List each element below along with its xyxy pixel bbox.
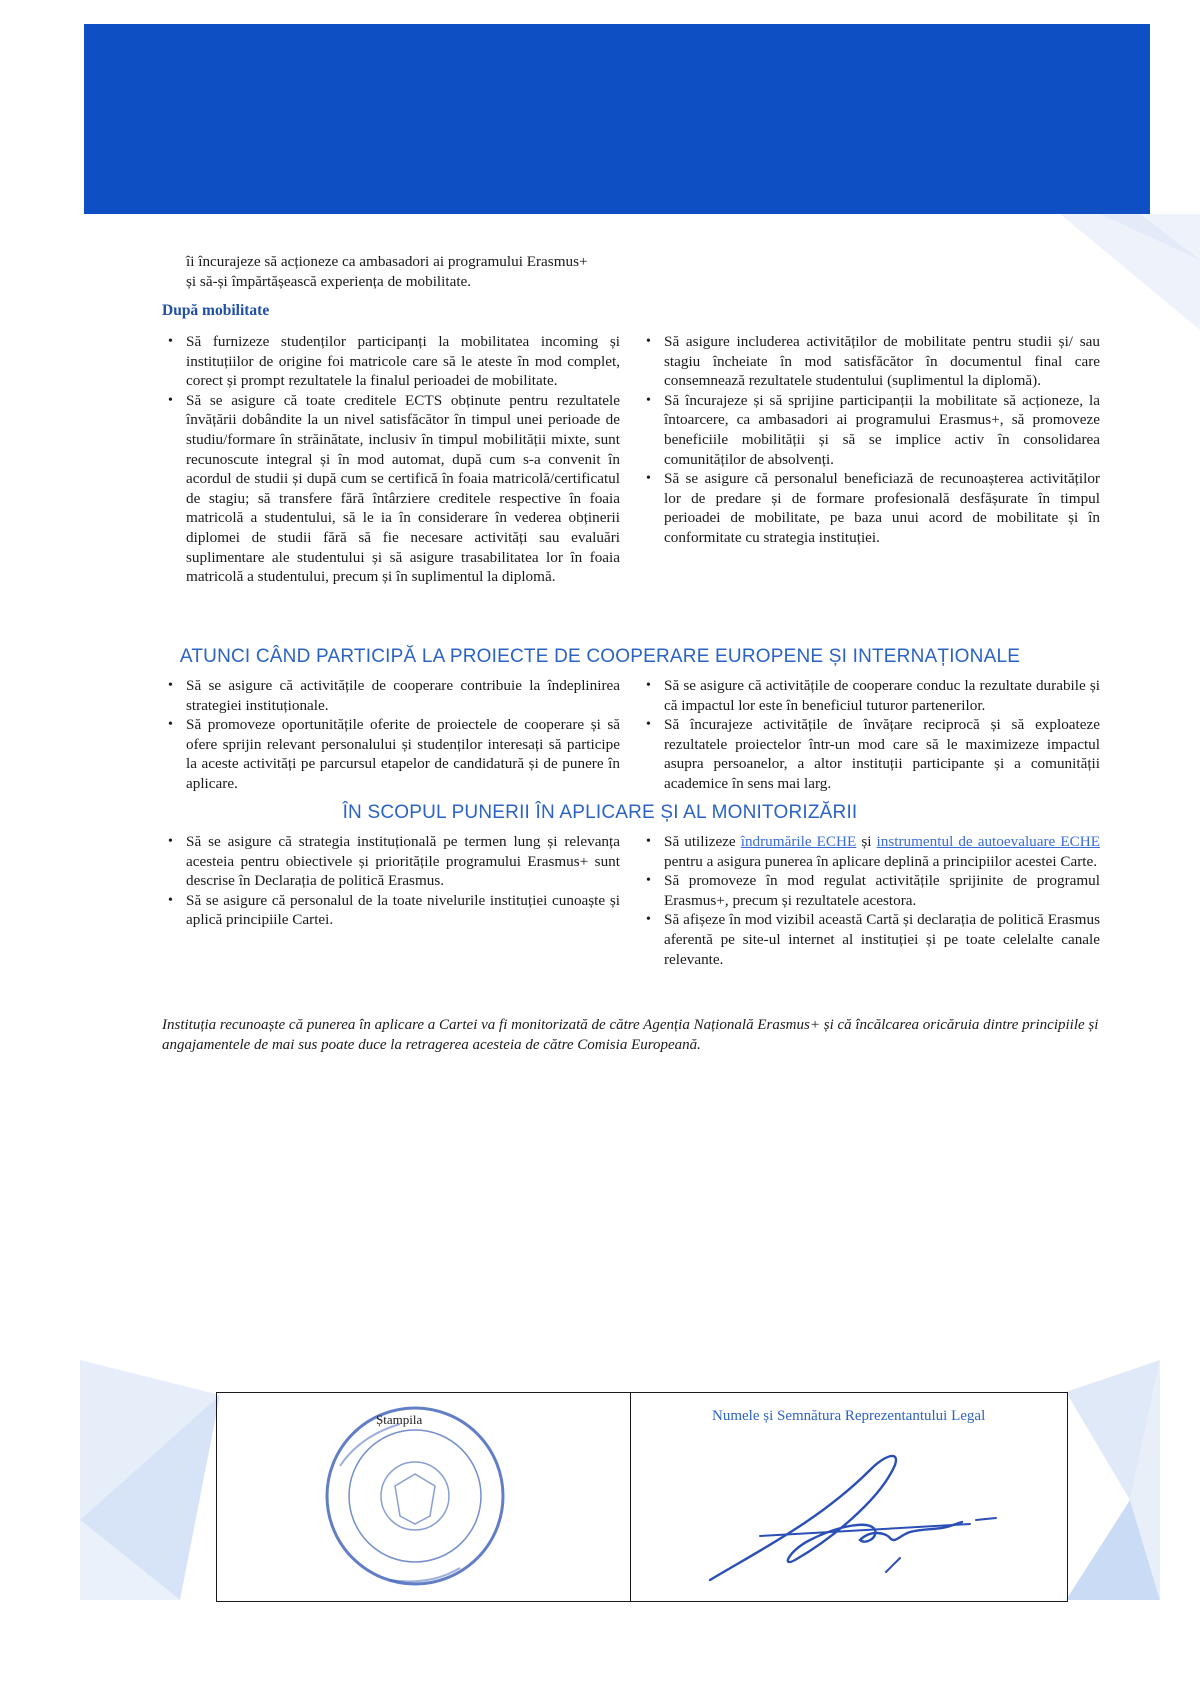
- section-title-cooperare: ATUNCI CÂND PARTICIPĂ LA PROIECTE DE COOPERARE EUROPENE ȘI INTERNAȚIONALE: [179, 646, 1021, 667]
- closing-statement: Instituția recunoaște că punerea în aplicare a Cartei va fi monitorizată de către Agenția Națională Erasmus+ și că încălcarea oricăruia dintre principiile și angajamentele de mai sus poate duce la retragerea acesteia de către Comisia Europeană.: [162, 1017, 1099, 1053]
- header-banner: [84, 24, 1150, 214]
- intro-line-2: și să-și împărtășească experiența de mobilitate.: [186, 272, 472, 290]
- list-item: [640, 832, 1100, 871]
- list-item: • Să încurajeze și să sprijine participanții la mobilitate să acționeze, la întoarcere, ca ambasadori ai programului Erasmus+, să promoveze beneficiile mobilității și să se implice activ în consolidarea comunităților de absolvenți.: [640, 391, 1100, 469]
- si-text: și: [856, 833, 877, 850]
- list-item: • Să se asigure că activitățile de cooperare conduc la rezultate durabile și că impactul lor este în beneficiul tuturor partenerilor.: [640, 676, 1100, 715]
- legal-representative-caption: Numele și Semnătura Reprezentantului Legal: [712, 1408, 986, 1424]
- intro-line-1: îi încurajeze să acționeze ca ambasadori ai programului Erasmus+: [186, 253, 588, 270]
- list-item: • Să promoveze în mod regulat activitățile sprijinite de programul Erasmus+, precum și rezultatele acestora.: [640, 871, 1100, 910]
- list-item: • Să se asigure că strategia instituțională pe termen lung și relevanța acesteia pentru obiectivele și prioritățile programului Erasmus+ sunt descrise în Declarația de politică Erasmus.: [162, 832, 620, 891]
- section-heading-dupa-mobilitate: După mobilitate: [162, 302, 270, 319]
- section-title-monitorizare: ÎN SCOPUL PUNERII ÎN APLICARE ȘI AL MONITORIZĂRII: [342, 802, 858, 823]
- cooperare-right-column: [640, 676, 1100, 794]
- handwritten-signature-icon: [700, 1440, 1040, 1590]
- link-indrumarile-eche[interactable]: îndrumările ECHE: [740, 833, 857, 850]
- list-item: • Să se asigure că activitățile de cooperare contribuie la îndeplinirea strategiei instituționale.: [162, 676, 620, 715]
- monitorizare-right-column: [640, 832, 1100, 969]
- dupa-right-column: [640, 332, 1100, 548]
- utilizeze-text: Să utilizeze: [664, 833, 741, 850]
- stamp-label: Ștampila: [376, 1412, 423, 1427]
- list-item: • Să asigure includerea activităților de mobilitate pentru studii și/ sau stagiu încheiate în mod satisfăcător în documentul final care consemnează rezultatele studentului (suplimentul la diplomă).: [640, 332, 1100, 391]
- dupa-left-column: [162, 332, 620, 587]
- link-instrumentul-autoevaluare[interactable]: instrumentul de autoevaluare ECHE: [876, 833, 1100, 850]
- list-item: • Să afișeze în mod vizibil această Cartă și declarația de politică Erasmus aferentă pe site-ul internet al instituției și pe toate celelalte canale relevante.: [640, 910, 1100, 969]
- aplicare-text: pentru a asigura punerea în aplicare deplină a principiilor acestei Carte.: [664, 852, 1098, 870]
- list-item: • Să se asigure că personalul beneficiază de recunoașterea activităților lor de predare și de formare profesională desfășurate în timpul perioadei de mobilitate, pe baza unui acord de mobilitate și în conformitate cu strategia instituției.: [640, 469, 1100, 547]
- list-item: • Să se asigure că toate creditele ECTS obținute pentru rezultatele învățării dobândite la un nivel satisfăcător în timpul unei perioade de studiu/formare în străinătate, inclusiv în timpul mobilității mixte, sunt recunoscute integral și în mod automat, după cum s-a convenit în acordul de studii și după cum se certifică în foaia matricolă/certificatul de stagiu; să transfere fără întârziere creditele respective în foaia matricolă a studentului, să le ia în considerare în vederea obținerii diplomei de studii fără să fie necesare activități sau evaluări suplimentare ale studentului și să asigure trasabilitatea lor în foaia matricolă a studentului, precum și în suplimentul la diplomă.: [162, 391, 620, 587]
- list-item: • Să se asigure că personalul de la toate nivelurile instituției cunoaște și aplică principiile Cartei.: [162, 891, 620, 930]
- list-item: • Să încurajeze activitățile de învățare reciprocă și să exploateze rezultatele proiectelor într-un mod care să le maximizeze impactul asupra persoanelor, a altor instituții participante și a comunității academice în sens mai larg.: [640, 715, 1100, 793]
- cooperare-left-column: [162, 676, 620, 794]
- intro-paragraph: [186, 252, 656, 291]
- monitorizare-left-column: [162, 832, 620, 930]
- list-item: • Să promoveze oportunitățile oferite de proiectele de cooperare și să ofere sprijin relevant personalului și studenților interesați să participe la aceste activități pe parcursul etapelor de candidatură și de punere în aplicare.: [162, 715, 620, 793]
- list-item: • Să furnizeze studenților participanți la mobilitatea incoming și instituțiilor de origine foi matricole care să le ateste în mod complet, corect și prompt rezultatele la finalul perioadei de mobilitate.: [162, 332, 620, 391]
